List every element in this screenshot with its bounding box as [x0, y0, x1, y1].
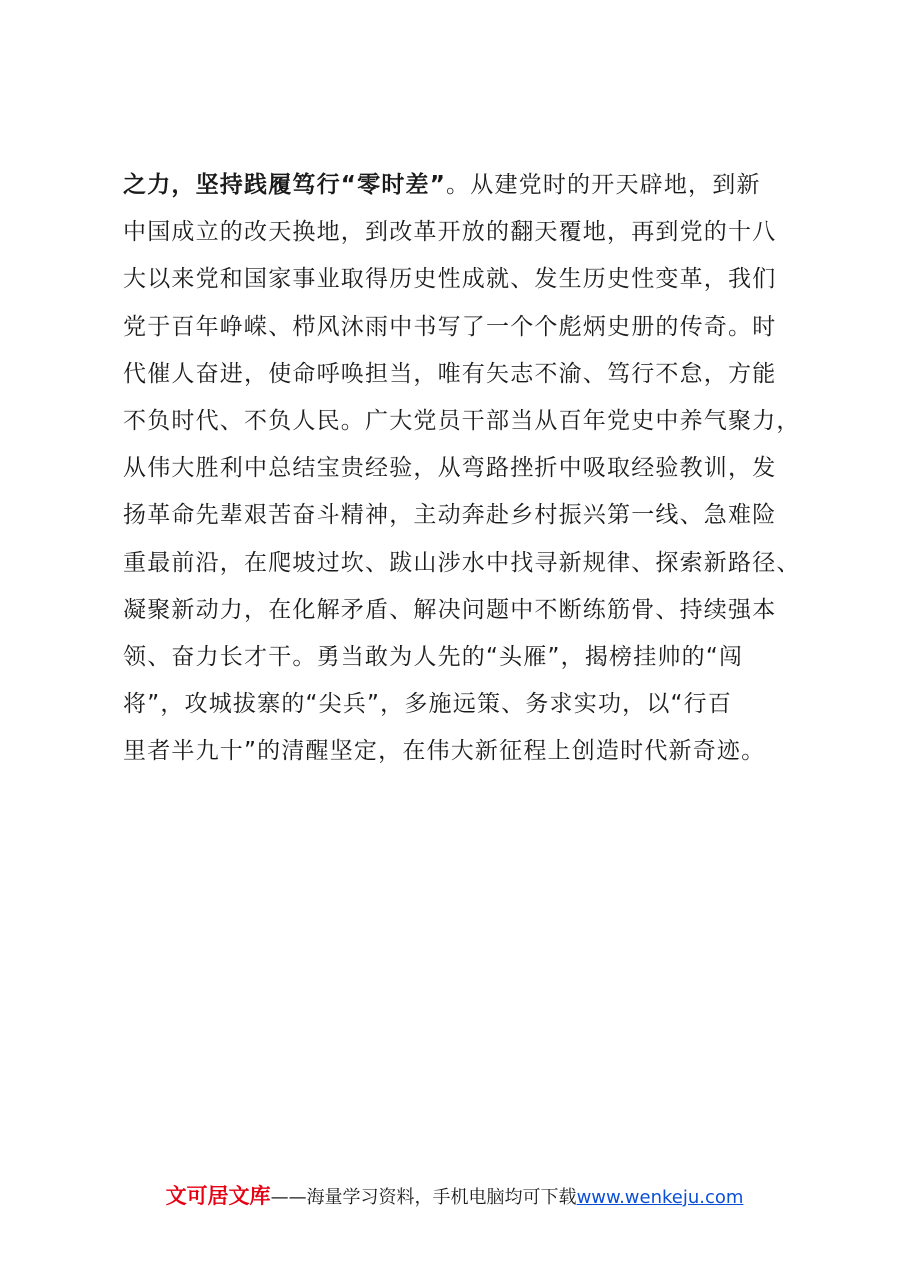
text-line-9: 重最前沿，在爬坡过坎、跋山涉水中找寻新规律、探索新路径、 — [123, 549, 801, 576]
text-line-13: 里者半九十”的清醒坚定，在伟大新征程上创造时代新奇迹。 — [123, 738, 766, 765]
text-line-10: 凝聚新动力，在化解矛盾、解决问题中不断练筋骨、持续强本 — [123, 596, 777, 623]
footer-tagline: ——海量学习资料，手机电脑均可下载 — [270, 1187, 577, 1208]
footer-brand: 文可居文库 — [165, 1184, 271, 1208]
footer-website-link[interactable]: www.wenkeju.com — [576, 1187, 744, 1208]
text-line-7: 从伟大胜利中总结宝贵经验，从弯路挫折中吸取经验教训，发 — [123, 455, 777, 482]
text-line-1-rest: 。从建党时的开天辟地，到新 — [446, 172, 761, 198]
bold-phrase: 之力，坚持践履笃行“零时差” — [123, 172, 447, 198]
text-line-12: 将”，攻城拔寨的“尖兵”，多施远策、务求实功，以“行百 — [123, 691, 733, 718]
text-line-4: 党于百年峥嵘、栉风沐雨中书写了一个个彪炳史册的传奇。时 — [123, 313, 777, 340]
text-line-2: 中国成立的改天换地，到改革开放的翻天覆地，再到党的十八 — [123, 219, 777, 246]
text-line-3: 大以来党和国家事业取得历史性成就、发生历史性变革，我们 — [123, 266, 777, 293]
text-line-1 — [123, 162, 823, 209]
body-paragraph — [123, 162, 823, 775]
text-line-6: 不负时代、不负人民。广大党员干部当从百年党史中养气聚力， — [123, 407, 801, 434]
text-line-5: 代催人奋进，使命呼唤担当，唯有矢志不渝、笃行不怠，方能 — [123, 360, 777, 387]
text-line-11: 领、奋力长才干。勇当敢为人先的“头雁”，揭榜挂帅的“闯 — [123, 643, 744, 670]
text-line-8: 扬革命先辈艰苦奋斗精神，主动奔赴乡村振兴第一线、急难险 — [123, 502, 777, 529]
footer-banner — [0, 1182, 909, 1212]
